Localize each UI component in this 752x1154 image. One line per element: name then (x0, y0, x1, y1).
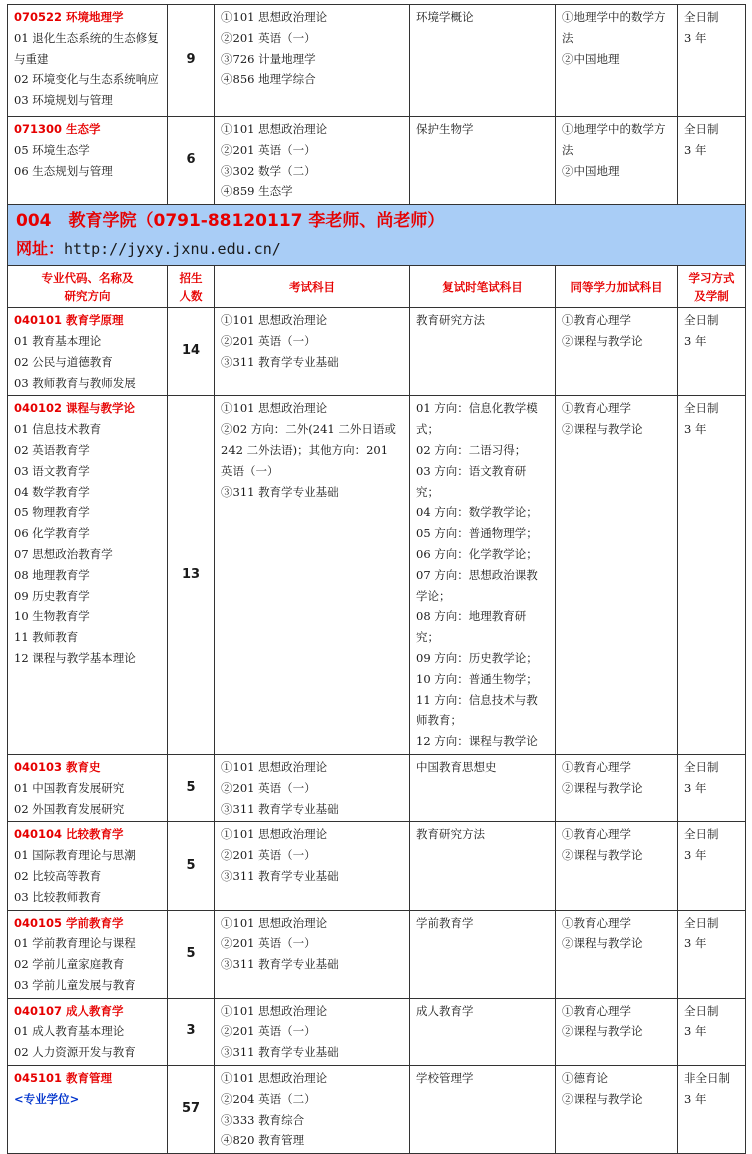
program-row (8, 998, 746, 1065)
exam-subject: ④856 地理学综合 (221, 72, 316, 87)
exam-cell (215, 1066, 410, 1154)
research-direction: 06 生态规划与管理 (14, 163, 113, 178)
study-mode: 3 年 (684, 848, 707, 863)
major-cell (8, 998, 168, 1065)
study-mode-cell (678, 754, 746, 821)
exam-subject: ①101 思想政治理论 (221, 915, 328, 930)
exam-subject: ①101 思想政治理论 (221, 1003, 328, 1018)
retest-subject: 教育研究方法 (416, 313, 485, 328)
research-direction: 05 物理教育学 (14, 505, 90, 520)
research-direction: 02 人力资源开发与教育 (14, 1045, 136, 1060)
extra-cell (556, 998, 678, 1065)
major-code: 071300 生态学 (14, 122, 101, 136)
study-mode-cell (678, 910, 746, 998)
research-direction: 02 环境变化与生态系统响应 (14, 72, 159, 87)
extra-subject: ①德育论 (562, 1071, 608, 1086)
header-extra: 同等学力加试科目 (556, 266, 678, 308)
enroll-count: 5 (168, 910, 215, 998)
enroll-count: 5 (168, 822, 215, 910)
exam-subject: ①101 思想政治理论 (221, 827, 328, 842)
exam-subject: ③311 教育学专业基础 (221, 354, 339, 369)
exam-cell (215, 754, 410, 821)
exam-cell (215, 308, 410, 396)
program-row (8, 910, 746, 998)
extra-subject: ①教育心理学 (562, 759, 631, 774)
study-mode-cell (678, 308, 746, 396)
major-cell (8, 822, 168, 910)
exam-subject: ①101 思想政治理论 (221, 401, 328, 416)
college-website (16, 235, 737, 263)
extra-cell (556, 308, 678, 396)
study-mode-cell (678, 998, 746, 1065)
exam-cell (215, 998, 410, 1065)
study-mode-cell (678, 822, 746, 910)
exam-subject: ①101 思想政治理论 (221, 759, 328, 774)
exam-subject: ④820 教育管理 (221, 1133, 305, 1148)
exam-cell (215, 5, 410, 117)
extra-subject: ①地理学中的数学方法 (562, 122, 666, 157)
major-cell (8, 754, 168, 821)
header-exam: 考试科目 (215, 266, 410, 308)
major-cell (8, 910, 168, 998)
research-direction: 04 数学教育学 (14, 484, 90, 499)
header-major (8, 266, 168, 308)
major-code: 040101 教育学原理 (14, 313, 124, 328)
table-header (8, 266, 746, 308)
extra-subject: ②中国地理 (562, 163, 620, 178)
retest-subject: 11 方向：信息技术与教师教育； (416, 692, 538, 728)
extra-subject: ②课程与教学论 (562, 422, 643, 437)
retest-subject: 保护生物学 (416, 122, 474, 136)
study-mode: 全日制 (684, 759, 719, 774)
retest-subject: 12 方向：课程与教学论 (416, 734, 538, 749)
retest-subject: 04 方向：数学教学论； (416, 505, 538, 520)
extra-cell (556, 1066, 678, 1154)
retest-cell (410, 5, 556, 117)
enroll-count: 3 (168, 998, 215, 1065)
major-code: 040105 学前教育学 (14, 915, 124, 930)
research-direction: 06 化学教育学 (14, 526, 90, 541)
extra-subject: ②课程与教学论 (562, 780, 643, 795)
study-mode: 全日制 (684, 401, 719, 416)
research-direction: 02 公民与道德教育 (14, 354, 113, 369)
retest-cell (410, 822, 556, 910)
research-direction: 02 英语教育学 (14, 442, 90, 457)
exam-subject: ③333 教育综合 (221, 1112, 305, 1127)
major-code: 040103 教育史 (14, 759, 101, 774)
major-cell (8, 396, 168, 755)
website-link[interactable]: http://jyxy.jxnu.edu.cn/ (64, 240, 281, 259)
exam-subject: ④859 生态学 (221, 184, 293, 199)
study-mode: 全日制 (684, 313, 719, 328)
major-code: 040102 课程与教学论 (14, 401, 136, 416)
research-direction: 05 环境生态学 (14, 142, 90, 157)
extra-subject: ①教育心理学 (562, 915, 631, 930)
retest-subject: 06 方向：化学教学论； (416, 546, 538, 561)
retest-subject: 02 方向：二语习得； (416, 442, 527, 457)
study-mode: 全日制 (684, 827, 719, 842)
major-cell (8, 1066, 168, 1154)
header-text: 人数 (179, 288, 203, 303)
research-direction: 12 课程与教学基本理论 (14, 650, 136, 665)
program-row (8, 117, 746, 205)
retest-subject: 07 方向：思想政治课教学论； (416, 567, 538, 603)
retest-subject: 环境学概论 (416, 10, 474, 24)
research-direction: 02 学前儿童家庭教育 (14, 957, 125, 972)
study-mode: 全日制 (684, 915, 719, 930)
exam-subject: ②201 英语（一） (221, 333, 316, 348)
major-cell (8, 5, 168, 117)
header-text: 学习方式 (688, 270, 735, 285)
exam-cell (215, 910, 410, 998)
extra-cell (556, 117, 678, 205)
major-cell (8, 308, 168, 396)
header-enroll (168, 266, 215, 308)
exam-subject: ②201 英语（一） (221, 936, 316, 951)
exam-subject: ②201 英语（一） (221, 780, 316, 795)
extra-cell (556, 5, 678, 117)
extra-subject: ②中国地理 (562, 51, 620, 66)
program-row (8, 822, 746, 910)
college-banner (8, 205, 746, 266)
retest-subject: 成人教育学 (416, 1003, 474, 1018)
study-mode-cell (678, 5, 746, 117)
extra-cell (556, 910, 678, 998)
exam-cell (215, 396, 410, 755)
exam-subject: ①101 思想政治理论 (221, 10, 328, 24)
research-direction: 03 教师教育与教师发展 (14, 375, 136, 390)
research-direction: 01 学前教育理论与课程 (14, 936, 136, 951)
exam-cell (215, 822, 410, 910)
major-cell (8, 117, 168, 205)
study-mode: 全日制 (684, 10, 719, 24)
exam-subject: ③302 数学（二） (221, 163, 316, 178)
study-mode: 3 年 (684, 1091, 707, 1106)
exam-subject: ③311 教育学专业基础 (221, 868, 339, 883)
enroll-count: 13 (168, 396, 215, 755)
program-row (8, 396, 746, 755)
extra-subject: ①教育心理学 (562, 827, 631, 842)
retest-subject: 09 方向：历史教学论； (416, 650, 538, 665)
enroll-count: 9 (168, 5, 215, 117)
research-direction: 07 思想政治教育学 (14, 546, 113, 561)
retest-subject: 01 方向：信息化教学模式； (416, 401, 538, 437)
exam-subject: ②201 英语（一） (221, 30, 316, 45)
research-direction: 11 教师教育 (14, 630, 79, 645)
major-code: 040107 成人教育学 (14, 1003, 124, 1018)
exam-subject: ②02 方向：二外(241 二外日语或242 二外法语)；其他方向：201 英语（一） (221, 422, 396, 478)
major-code: 045101 教育管理 (14, 1071, 113, 1086)
major-code: 070522 环境地理学 (14, 10, 124, 24)
research-direction: 01 成人教育基本理论 (14, 1024, 125, 1039)
retest-subject: 10 方向：普通生物学； (416, 671, 538, 686)
extra-subject: ①地理学中的数学方法 (562, 10, 666, 45)
retest-cell (410, 308, 556, 396)
study-mode: 3 年 (684, 780, 707, 795)
enroll-count: 5 (168, 754, 215, 821)
research-direction: 09 历史教育学 (14, 588, 90, 603)
study-mode: 3 年 (684, 142, 707, 157)
header-mode (678, 266, 746, 308)
study-mode-cell (678, 1066, 746, 1154)
research-direction: 03 学前儿童发展与教育 (14, 977, 136, 992)
extra-subject: ②课程与教学论 (562, 936, 643, 951)
retest-subject: 教育研究方法 (416, 827, 485, 842)
research-direction: 01 退化生态系统的生态修复与重建 (14, 30, 159, 66)
study-mode-cell (678, 117, 746, 205)
enroll-count: 57 (168, 1066, 215, 1154)
header-text: 招生 (179, 270, 203, 285)
major-code: 040104 比较教育学 (14, 827, 124, 842)
enroll-count: 14 (168, 308, 215, 396)
extra-cell (556, 754, 678, 821)
study-mode: 非全日制 (684, 1071, 730, 1086)
exam-subject: ②201 英语（一） (221, 1024, 316, 1039)
research-direction: 01 信息技术教育 (14, 422, 102, 437)
study-mode: 3 年 (684, 333, 707, 348)
header-text: 及学制 (694, 288, 729, 303)
study-mode-cell (678, 396, 746, 755)
extra-subject: ②课程与教学论 (562, 333, 643, 348)
header-retest: 复试时笔试科目 (410, 266, 556, 308)
exam-subject: ②201 英语（一） (221, 142, 316, 157)
enroll-count: 6 (168, 117, 215, 205)
exam-subject: ③311 教育学专业基础 (221, 801, 339, 816)
research-direction: 03 环境规划与管理 (14, 93, 113, 108)
extra-subject: ①教育心理学 (562, 1003, 631, 1018)
college-name: 004 教育学院（0791-88120117 李老师、尚老师） (16, 211, 445, 232)
degree-category: <专业学位> (14, 1091, 80, 1106)
study-mode: 全日制 (684, 122, 719, 136)
college-banner-cell (8, 205, 746, 266)
admissions-table (7, 4, 746, 1154)
exam-subject: ③311 教育学专业基础 (221, 484, 339, 499)
research-direction: 01 国际教育理论与思潮 (14, 848, 136, 863)
program-row (8, 308, 746, 396)
exam-subject: ①101 思想政治理论 (221, 1071, 328, 1086)
retest-cell (410, 910, 556, 998)
exam-subject: ③311 教育学专业基础 (221, 1045, 339, 1060)
exam-subject: ③726 计量地理学 (221, 51, 316, 66)
program-row (8, 754, 746, 821)
program-row (8, 1066, 746, 1154)
exam-subject: ①101 思想政治理论 (221, 313, 328, 328)
retest-subject: 学前教育学 (416, 915, 474, 930)
extra-subject: ②课程与教学论 (562, 1024, 643, 1039)
extra-subject: ②课程与教学论 (562, 1091, 643, 1106)
retest-subject: 05 方向：普通物理学； (416, 526, 538, 541)
exam-subject: ②201 英语（一） (221, 848, 316, 863)
extra-cell (556, 396, 678, 755)
header-text: 专业代码、名称及 (41, 270, 134, 285)
extra-subject: ②课程与教学论 (562, 848, 643, 863)
exam-cell (215, 117, 410, 205)
study-mode: 3 年 (684, 422, 707, 437)
retest-subject: 中国教育思想史 (416, 759, 497, 774)
research-direction: 10 生物教育学 (14, 609, 90, 624)
study-mode: 3 年 (684, 30, 707, 45)
extra-cell (556, 822, 678, 910)
retest-cell (410, 117, 556, 205)
extra-subject: ①教育心理学 (562, 313, 631, 328)
research-direction: 01 教育基本理论 (14, 333, 102, 348)
retest-cell (410, 1066, 556, 1154)
study-mode: 3 年 (684, 936, 707, 951)
research-direction: 02 比较高等教育 (14, 868, 102, 883)
extra-subject: ①教育心理学 (562, 401, 631, 416)
website-label: 网址： (16, 239, 65, 259)
research-direction: 02 外国教育发展研究 (14, 801, 125, 816)
retest-subject: 08 方向：地理教育研究； (416, 609, 527, 645)
research-direction: 01 中国教育发展研究 (14, 780, 125, 795)
research-direction: 03 语文教育学 (14, 463, 90, 478)
header-text: 研究方向 (64, 288, 111, 303)
exam-subject: ③311 教育学专业基础 (221, 957, 339, 972)
retest-cell (410, 754, 556, 821)
retest-subject: 03 方向：语文教育研究； (416, 463, 527, 499)
retest-cell (410, 998, 556, 1065)
research-direction: 03 比较教师教育 (14, 889, 102, 904)
exam-subject: ①101 思想政治理论 (221, 122, 328, 136)
research-direction: 08 地理教育学 (14, 567, 90, 582)
retest-subject: 学校管理学 (416, 1071, 474, 1086)
retest-cell (410, 396, 556, 755)
study-mode: 3 年 (684, 1024, 707, 1039)
exam-subject: ②204 英语（二） (221, 1091, 316, 1106)
program-row (8, 5, 746, 117)
study-mode: 全日制 (684, 1003, 719, 1018)
